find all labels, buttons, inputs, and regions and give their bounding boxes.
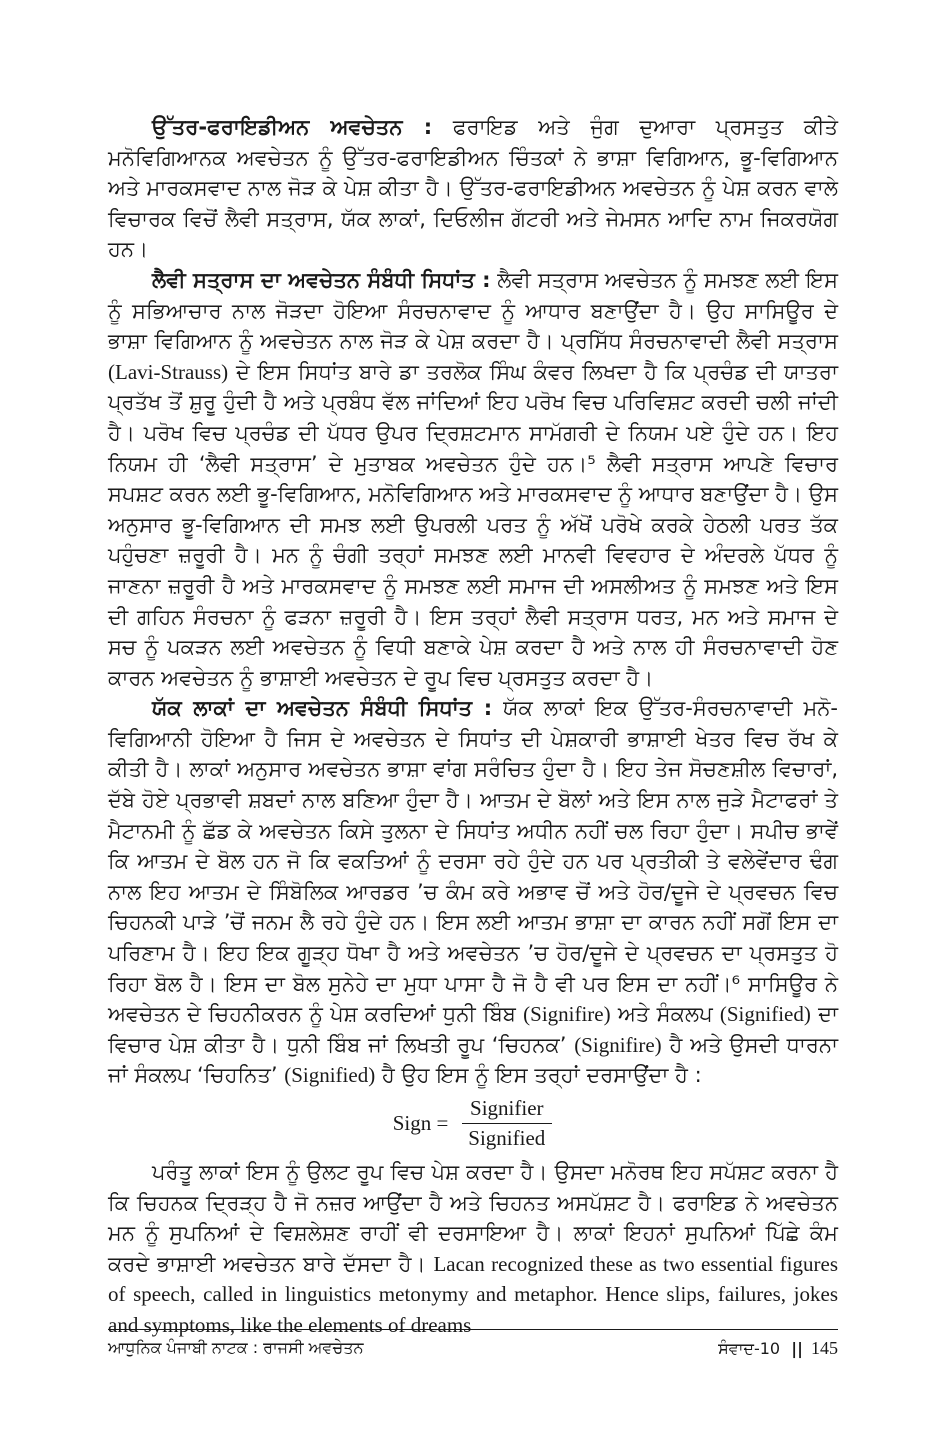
paragraph-text: ਹੈ ਅਤੇ ਉਸਦੀ ਧਾਰਨਾ ਜਾਂ ਸੰਕਲਪ ‘ਚਿਹਨਿਤ’ [108,1032,839,1088]
paragraph-text: ਹੈ ਉਹ ਇਸ ਨੂੰ ਇਸ ਤਰ੍ਹਾਂ ਦਰਸਾਉਂਦਾ ਹੈ : [375,1063,702,1088]
heading-post-freudian: ਉੱਤਰ-ਫਰਾਇਡੀਅਨ ਅਵਚੇਤਨ : [152,115,433,139]
heading-levi-strauss: ਲੈਵੀ ਸਤ੍ਰਾਸ ਦਾ ਅਵਚੇਤਨ ਸੰਬੰਧੀ ਸਿਧਾਂਤ : [152,267,491,292]
formula-fraction [460,1096,553,1151]
paragraph-text: ਅਤੇ ਸੰਕਲਪ [610,1002,720,1027]
latin-term: (Signifire) [574,1032,662,1057]
latin-term: (Signifire) [523,1002,611,1027]
footer-page-info [718,1338,838,1359]
paragraph-text: ਪਰੰਤੂ ਲਾਕਾਂ ਇਸ ਨੂੰ ਉਲਟ ਰੂਪ ਵਿਚ ਪੇਸ਼ ਕਰਦਾ ਹੈ। ਉਸਦਾ ਮਨੋਰਥ ਇਹ ਸਪੱਸ਼ਟ ਕਰਨਾ ਹੈ ਕਿ ਚਿਹਨਕ ਦ੍ਰਿੜ੍ਹ ਹੈ ਜੋ ਨਜ਼ਰ ਆਉਂਦਾ ਹੈ ਅਤੇ ਚਿਹਨਤ ਅਸਪੱਸ਼ਟ ਹੈ। ਫਰਾਇਡ ਨੇ ਅਵਚੇਤਨ ਮਨ ਨੂੰ ਸੁਪਨਿਆਂ ਦੇ ਵਿਸ਼ਲੇਸ਼ਣ ਰਾਹੀਂ ਵੀ ਦਰਸਾਇਆ ਹੈ। ਲਾਕਾਂ ਇਹਨਾਂ ਸੁਪਨਿਆਂ ਪਿੱਛੇ ਕੰਮ ਕਰਦੇ ਭਾਸ਼ਾਈ ਅਵਚੇਤਨ ਬਾਰੇ ਦੱਸਦਾ ਹੈ। [108,1160,838,1276]
latin-term: (Signified) [719,1002,811,1027]
page-number: 145 [811,1338,838,1358]
paragraph-text: ਫਰਾਇਡ ਅਤੇ ਜੁੰਗ ਦੁਆਰਾ ਪ੍ਰਸਤੁਤ ਕੀਤੇ ਮਨੋਵਿਗਿਆਨਕ ਅਵਚੇਤਨ ਨੂੰ ਉੱਤਰ-ਫਰਾਇਡੀਅਨ ਚਿੰਤਕਾਂ ਨੇ ਭਾਸ਼ਾ ਵਿਗਿਆਨ, ਭੂ-ਵਿਗਿਆਨ ਅਤੇ ਮਾਰਕਸਵਾਦ ਨਾਲ ਜੋੜ ਕੇ ਪੇਸ਼ ਕੀਤਾ ਹੈ। ਉੱਤਰ-ਫਰਾਇਡੀਅਨ ਅਵਚੇਤਨ ਨੂੰ ਪੇਸ਼ ਕਰਨ ਵਾਲੇ ਵਿਚਾਰਕ ਵਿਚੋਂ ਲੈਵੀ ਸਤ੍ਰਾਸ, ਯੱਕ ਲਾਕਾਂ, ਦਿਓਲੀਜ ਗੱਟਰੀ ਅਤੇ ਜੇਮਸਨ ਆਦਿ ਨਾਮ ਜਿਕਰਯੋਗ ਹਨ। [108,115,838,262]
paragraph-text: ਯੱਕ ਲਾਕਾਂ ਇਕ ਉੱਤਰ-ਸੰਰਚਨਾਵਾਦੀ ਮਨੋ-ਵਿਗਿਆਨੀ ਹੋਇਆ ਹੈ ਜਿਸ ਦੇ ਅਵਚੇਤਨ ਦੇ ਸਿਧਾਂਤ ਦੀ ਪੇਸ਼ਕਾਰੀ ਭਾਸ਼ਾਈ ਖੇਤਰ ਵਿਚ ਰੱਖ ਕੇ ਕੀਤੀ ਹੈ। ਲਾਕਾਂ ਅਨੁਸਾਰ ਅਵਚੇਤਨ ਭਾਸ਼ਾ ਵਾਂਗ ਸਰੰਚਿਤ ਹੁੰਦਾ ਹੈ। ਇਹ ਤੇਜ ਸੋਚਣਸ਼ੀਲ ਵਿਚਾਰਾਂ, ਦੱਬੇ ਹੋਏ ਪ੍ਰਭਾਵੀ ਸ਼ਬਦਾਂ ਨਾਲ ਬਣਿਆ ਹੁੰਦਾ ਹੈ। ਆਤਮ ਦੇ ਬੋਲਾਂ ਅਤੇ ਇਸ ਨਾਲ ਜੁੜੇ ਮੈਟਾਫਰਾਂ ਤੇ ਮੈਟਾਨਮੀ ਨੂੰ ਛੱਡ ਕੇ ਅਵਚੇਤਨ ਕਿਸੇ ਤੁਲਨਾ ਦੇ ਸਿਧਾਂਤ ਅਧੀਨ ਨਹੀਂ ਚਲ ਰਿਹਾ ਹੁੰਦਾ। ਸਪੀਚ ਭਾਵੇਂ ਕਿ ਆਤਮ ਦੇ ਬੋਲ ਹਨ ਜੋ ਕਿ ਵਕਤਿਆਂ ਨੂੰ ਦਰਸਾ ਰਹੇ ਹੁੰਦੇ ਹਨ ਪਰ ਪ੍ਰਤੀਕੀ ਤੇ ਵਲੇਵੇਂਦਾਰ ਢੰਗ ਨਾਲ ਇਹ ਆਤਮ ਦੇ ਸਿੰਬੋਲਿਕ ਆਰਡਰ ’ਚ ਕੰਮ ਕਰੇ ਅਭਾਵ ਚੋਂ ਅਤੇ ਹੋਰ/ਦੂਜੇ ਦੇ ਪ੍ਰਵਚਨ ਵਿਚ ਚਿਹਨਕੀ ਪਾੜੇ ’ਚੋਂ ਜਨਮ ਲੈ ਰਹੇ ਹੁੰਦੇ ਹਨ। ਇਸ ਲਈ ਆਤਮ ਭਾਸ਼ਾ ਦਾ ਕਾਰਨ ਨਹੀਂ ਸਗੋਂ ਇਸ ਦਾ ਪਰਿਣਾਮ ਹੈ। ਇਹ ਇਕ ਗੂੜ੍ਹ ਧੋਖਾ ਹੈ ਅਤੇ ਅਵਚੇਤਨ ’ਚ ਹੋਰ/ਦੂਜੇ ਦੇ ਪ੍ਰਵਚਨ ਦਾ ਪ੍ਰਸਤੁਤ ਹੋ ਰਿਹਾ ਬੋਲ ਹੈ। ਇਸ ਦਾ ਬੋਲ ਸੁਨੇਹੇ ਦਾ ਮੁਧਾ ਪਾਸਾ ਹੈ ਜੋ ਹੈ ਵੀ ਪਰ ਇਸ ਦਾ ਨਹੀਂ।⁶ ਸਾਸਿਊਰ ਨੇ ਅਵਚੇਤਨ ਦੇ ਚਿਹਨੀਕਰਨ ਨੂੰ ਪੇਸ਼ ਕਰਦਿਆਂ ਧੁਨੀ ਬਿੰਬ [108,696,838,1027]
formula-numerator: Signifier [462,1096,552,1124]
paragraph-lacan [108,693,838,1091]
paragraph-text: ਦੇ ਇਸ ਸਿਧਾਂਤ ਬਾਰੇ ਡਾ ਤਰਲੋਕ ਸਿੰਘ ਕੰਵਰ ਲਿਖਦਾ ਹੈ ਕਿ ਪ੍ਰਚੰਡ ਦੀ ਯਾਤਰਾ ਪ੍ਰਤੱਖ ਤੋਂ ਸ਼ੁਰੂ ਹੁੰਦੀ ਹੈ ਅਤੇ ਪ੍ਰਬੰਧ ਵੱਲ ਜਾਂਦਿਆਂ ਇਹ ਪਰੋਖ ਵਿਚ ਪਰਿਵਿਸ਼ਟ ਕਰਦੀ ਚਲੀ ਜਾਂਦੀ ਹੈ। ਪਰੋਖ ਵਿਚ ਪ੍ਰਚੰਡ ਦੀ ਪੱਧਰ ਉਪਰ ਦ੍ਰਿਸ਼ਟਮਾਨ ਸਾਮੱਗਰੀ ਦੇ ਨਿਯਮ ਪਏ ਹੁੰਦੇ ਹਨ। ਇਹ ਨਿਯਮ ਹੀ ‘ਲੈਵੀ ਸਤ੍ਰਾਸ’ ਦੇ ਮੁਤਾਬਕ ਅਵਚੇਤਨ ਹੁੰਦੇ ਹਨ।⁵ ਲੈਵੀ ਸਤ੍ਰਾਸ ਆਪਣੇ ਵਿਚਾਰ ਸਪਸ਼ਟ ਕਰਨ ਲਈ ਭੂ-ਵਿਗਿਆਨ, ਮਨੋਵਿਗਿਆਨ ਅਤੇ ਮਾਰਕਸਵਾਦ ਨੂੰ ਆਧਾਰ ਬਣਾਉਂਦਾ ਹੈ। ਉਸ ਅਨੁਸਾਰ ਭੂ-ਵਿਗਿਆਨ ਦੀ ਸਮਝ ਲਈ ਉਪਰਲੀ ਪਰਤ ਨੂੰ ਅੱਖੋਂ ਪਰੋਖੇ ਕਰਕੇ ਹੇਠਲੀ ਪਰਤ ਤੱਕ ਪਹੁੰਚਣਾ ਜ਼ਰੂਰੀ ਹੈ। ਮਨ ਨੂੰ ਚੰਗੀ ਤਰ੍ਹਾਂ ਸਮਝਣ ਲਈ ਮਾਨਵੀ ਵਿਵਹਾਰ ਦੇ ਅੰਦਰਲੇ ਪੱਧਰ ਨੂੰ ਜਾਣਨਾ ਜ਼ਰੂਰੀ ਹੈ ਅਤੇ ਮਾਰਕਸਵਾਦ ਨੂੰ ਸਮਝਣ ਲਈ ਸਮਾਜ ਦੀ ਅਸਲੀਅਤ ਨੂੰ ਸਮਝਣ ਅਤੇ ਇਸ ਦੀ ਗਹਿਨ ਸੰਰਚਨਾ ਨੂੰ ਫੜਨਾ ਜ਼ਰੂਰੀ ਹੈ। ਇਸ ਤਰ੍ਹਾਂ ਲੈਵੀ ਸਤ੍ਰਾਸ ਧਰਤ, ਮਨ ਅਤੇ ਸਮਾਜ ਦੇ ਸਚ ਨੂੰ ਪਕੜਨ ਲਈ ਅਵਚੇਤਨ ਨੂੰ ਵਿਧੀ ਬਣਾਕੇ ਪੇਸ਼ ਕਰਦਾ ਹੈ ਅਤੇ ਨਾਲ ਹੀ ਸੰਰਚਨਾਵਾਦੀ ਹੋਣ ਕਾਰਨ ਅਵਚੇਤਨ ਨੂੰ ਭਾਸ਼ਾਈ ਅਵਚੇਤਨ ਦੇ ਰੂਪ ਵਿਚ ਪ੍ਰਸਤੁਤ ਕਰਦਾ ਹੈ। [108,359,838,690]
page-footer [108,1329,838,1359]
formula-denominator: Signified [468,1125,546,1150]
paragraph-text: ਦਾ ਵਿਚਾਰ ਪੇਸ਼ ਕੀਤਾ ਹੈ। ਧੁਨੀ ਬਿੰਬ ਜਾਂ ਲਿਖਤੀ ਰੂਪ ‘ਚਿਹਨਕ’ [108,1002,838,1057]
english-quote: Lacan recognized these as two essential figures of speech, called in linguistics metonymy and metaphor. Hence slips, failures, jokes and symptoms, like the elements of dreams [108,1251,838,1337]
footer-separator: || [791,1339,803,1358]
paragraph-post-freudian [108,112,838,265]
paragraph-lacan-continued [108,1157,838,1341]
paragraph-text: ਲੈਵੀ ਸਤ੍ਰਾਸ ਅਵਚੇਤਨ ਨੂੰ ਸਮਝਣ ਲਈ ਇਸ ਨੂੰ ਸਭਿਆਚਾਰ ਨਾਲ ਜੋੜਦਾ ਹੋਇਆ ਸੰਰਚਨਾਵਾਦ ਨੂੰ ਆਧਾਰ ਬਣਾਉਂਦਾ ਹੈ। ਉਹ ਸਾਸਿਊਰ ਦੇ ਭਾਸ਼ਾ ਵਿਗਿਆਨ ਨੂੰ ਅਵਚੇਤਨ ਨਾਲ ਜੋੜ ਕੇ ਪੇਸ਼ ਕਰਦਾ ਹੈ। ਪ੍ਰਸਿੱਧ ਸੰਰਚਨਾਵਾਦੀ ਲੈਵੀ ਸਤ੍ਰਾਸ [108,267,838,354]
heading-lacan: ਯੱਕ ਲਾਕਾਂ ਦਾ ਅਵਚੇਤਨ ਸੰਬੰਧੀ ਸਿਧਾਂਤ : [152,696,493,721]
footer-issue: ਸੰਵਾਦ-10 [718,1339,781,1358]
footer-book-title: ਆਧੁਨਿਕ ਪੰਜਾਬੀ ਨਾਟਕ : ਰਾਜਸੀ ਅਵਚੇਤਨ [108,1338,364,1357]
sign-formula [108,1093,838,1153]
formula-lhs: Sign = [392,1110,449,1135]
paragraph-levi-strauss [108,265,838,693]
latin-term: (Signified) [284,1063,376,1088]
latin-term: (Lavi-Strauss) [108,359,229,384]
page-body [108,112,838,1341]
